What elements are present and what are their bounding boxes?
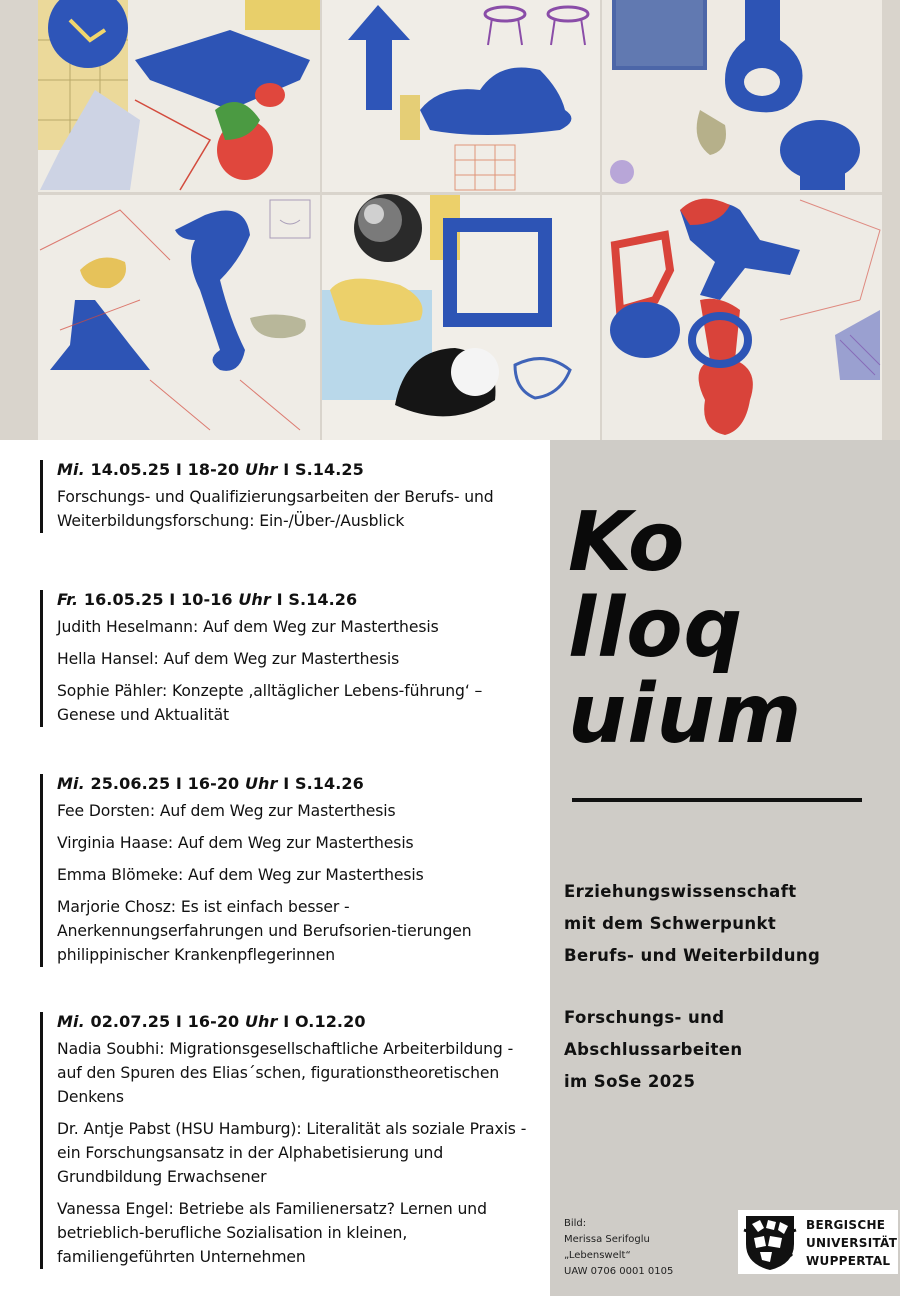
university-logo [738, 1210, 898, 1274]
title-panel [550, 440, 900, 1296]
event-date-time: 14.05.25 I 18-20 [84, 460, 245, 479]
poster-title [568, 495, 803, 762]
event-time-unit: Uhr [244, 460, 278, 479]
event-room: I S.14.26 [270, 590, 358, 609]
event-date-time: 02.07.25 I 16-20 [84, 1012, 245, 1031]
event-day: Mi. [57, 774, 85, 793]
title-line: Ko [568, 495, 686, 590]
event-date-time: 25.06.25 I 16-20 [84, 774, 245, 793]
event-date-header [57, 590, 540, 609]
subtitle-line: Abschlussarbeiten [564, 1040, 743, 1059]
title-line: uium [568, 667, 803, 762]
event-room: I O.12.20 [277, 1012, 366, 1031]
logo-line: BERGISCHE [806, 1218, 886, 1232]
talk-item: Fee Dorsten: Auf dem Weg zur Masterthesis [57, 802, 396, 820]
university-crest-icon [738, 1210, 802, 1274]
subtitle-line: im SoSe 2025 [564, 1072, 696, 1091]
talk-item: Sophie Pähler: Konzepte ‚alltäglicher Lebens-führung‘ – Genese und Aktualität [57, 682, 483, 724]
event-day: Fr. [57, 590, 79, 609]
talk-item: Hella Hansel: Auf dem Weg zur Masterthesis [57, 650, 400, 668]
event-date-header [57, 1012, 540, 1031]
event-block [40, 1012, 540, 1269]
subtitle-line: Forschungs- und [564, 1008, 725, 1027]
talk-item: Judith Heselmann: Auf dem Weg zur Masterthesis [57, 618, 439, 636]
event-date-header [57, 774, 540, 793]
artwork-drawing [0, 0, 900, 440]
talk-item: Vanessa Engel: Betriebe als Familienersatz? Lernen und betrieblich-berufliche Sozialisation in kleinen, familiengeführten Unternehmen [57, 1200, 487, 1266]
talk-item: Emma Blömeke: Auf dem Weg zur Masterthesis [57, 866, 424, 884]
subtitle-line: mit dem Schwerpunkt [564, 914, 777, 933]
credit-work: „Lebenswelt“ [564, 1250, 631, 1261]
event-block [40, 460, 540, 533]
talk-item: Dr. Antje Pabst (HSU Hamburg): Literalität als soziale Praxis - ein Forschungsansatz in der Alphabetisierung und Grundbildung Erwachsener [57, 1120, 527, 1186]
event-date-header [57, 460, 540, 479]
event-date-time: 16.05.25 I 10-16 [78, 590, 239, 609]
university-name [806, 1216, 897, 1270]
event-room: I S.14.26 [277, 774, 364, 793]
event-time-unit: Uhr [238, 590, 271, 609]
event-time-unit: Uhr [244, 1012, 278, 1031]
title-line: lloq [568, 581, 744, 676]
talk-item: Marjorie Chosz: Es ist einfach besser - Anerkennungserfahrungen und Berufsorien-tierungen philippinischer Krankenpflegerinnen [57, 898, 472, 964]
credit-artist: Merissa Serifoglu [564, 1234, 650, 1245]
event-time-unit: Uhr [244, 774, 278, 793]
subtitle-line: Berufs- und Weiterbildung [564, 946, 821, 965]
semester-subtitle [564, 1002, 743, 1098]
talk-item: Nadia Soubhi: Migrationsgesellschaftliche Arbeiterbildung - auf den Spuren des Elias´schen, figurationstheoretischen Denkens [57, 1040, 514, 1106]
image-credit [564, 1216, 673, 1280]
title-divider [572, 798, 862, 802]
talk-item: Virginia Haase: Auf dem Weg zur Masterthesis [57, 834, 414, 852]
event-room: I S.14.25 [277, 460, 364, 479]
department-subtitle [564, 876, 820, 972]
event-day: Mi. [57, 1012, 85, 1031]
event-day: Mi. [57, 460, 85, 479]
credit-label: Bild: [564, 1218, 587, 1229]
credit-id: UAW 0706 0001 0105 [564, 1266, 674, 1277]
talk-item: Forschungs- und Qualifizierungsarbeiten der Berufs- und Weiterbildungsforschung: Ein-/Über-/Ausblick [57, 488, 494, 530]
subtitle-line: Erziehungswissenschaft [564, 882, 797, 901]
artwork-image [0, 0, 900, 440]
logo-line: UNIVERSITÄT [806, 1236, 898, 1250]
event-block [40, 774, 540, 967]
logo-line: WUPPERTAL [806, 1254, 891, 1268]
event-block [40, 590, 540, 727]
